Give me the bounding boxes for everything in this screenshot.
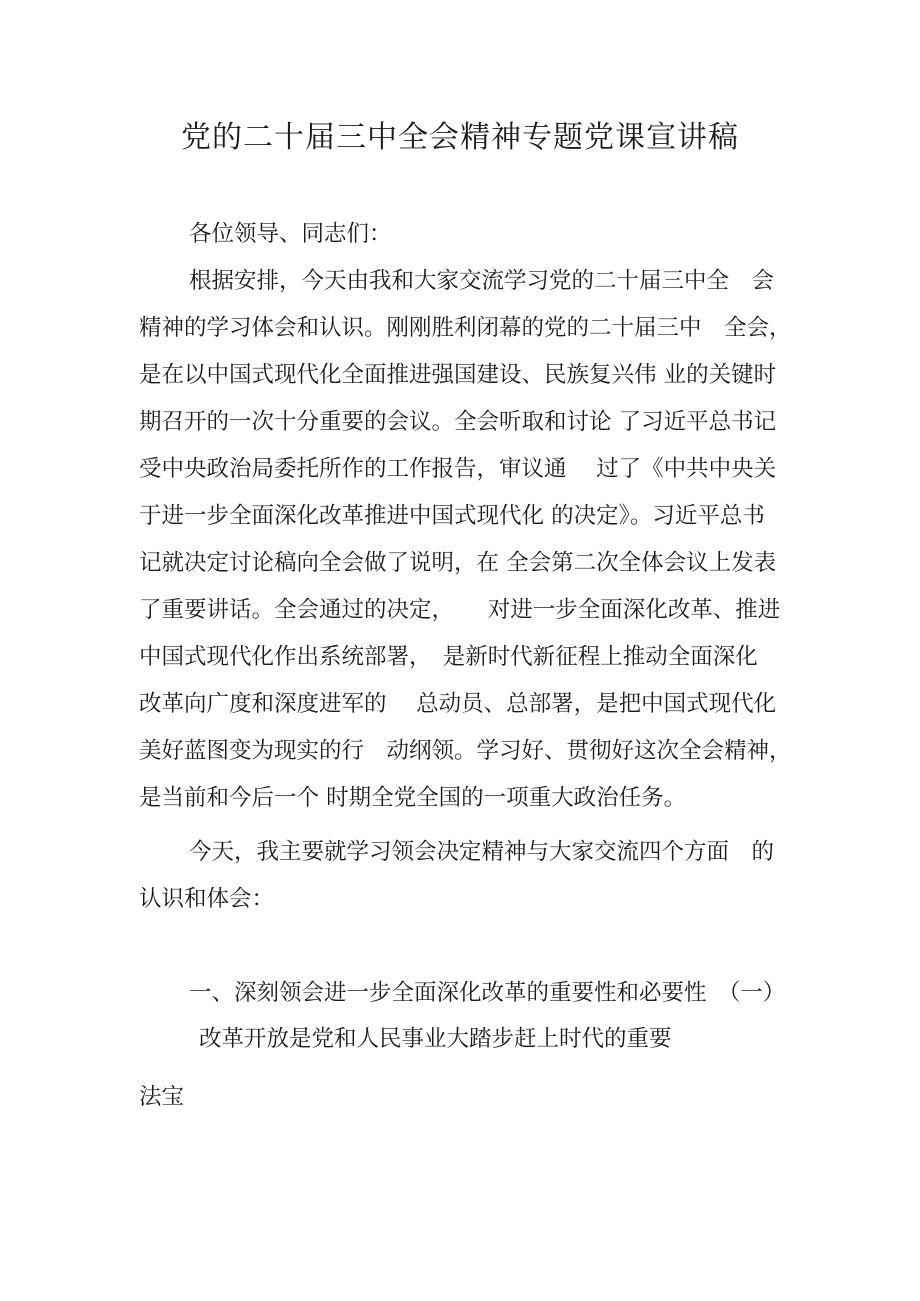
paragraph-line: 是当前和今后一个 时期全党全国的一项重大政治任务。 — [139, 785, 687, 811]
section-heading: 一、深刻领会进一步全面深化改革的重要性和必要性 （一） — [189, 980, 786, 1006]
paragraph-line: 受中央政治局委托所作的工作报告，审议通 过了《中共中央关 — [139, 456, 777, 482]
paragraph-line: 认识和体会： — [139, 886, 275, 912]
paragraph-line: 于进一步全面深化改革推进中国式现代化 的决定》。习近平总书 — [139, 503, 765, 529]
paragraph-line: 美好蓝图变为现实的行 动纲领。学习好、贯彻好这次全会精神， — [139, 738, 792, 764]
paragraph-line: 今天，我主要就学习领会决定精神与大家交流四个方面 的 — [189, 839, 775, 865]
document-title: 党的二十届三中全会精神专题党课宣讲稿 — [181, 120, 739, 155]
paragraph-line: 精神的学习体会和认识。刚刚胜利闭幕的党的二十届三中 全会， — [139, 315, 792, 341]
paragraph-line: 期召开的一次十分重要的会议。全会听取和讨论 了习近平总书记 — [139, 409, 777, 435]
paragraph-line: 中国式现代化作出系统部署， 是新时代新征程上推动全面深化 — [139, 644, 758, 670]
subsection-heading: 改革开放是党和人民事业大踏步赶上时代的重要 — [199, 1026, 672, 1052]
paragraph-line: 改革向广度和深度进军的 总动员、总部署，是把中国式现代化 — [139, 691, 777, 717]
paragraph-line: 了重要讲话。全会通过的决定， 对进一步全面深化改革、推进 — [139, 597, 781, 623]
paragraph-line: 是在以中国式现代化全面推进强国建设、民族复兴伟 业的关键时 — [139, 362, 777, 388]
paragraph-line: 记就决定讨论稿向全会做了说明，在 全会第二次全体会议上发表 — [139, 550, 777, 576]
subsection-heading-continued: 法宝 — [139, 1084, 185, 1110]
paragraph-line: 根据安排，今天由我和大家交流学习党的二十届三中全 会 — [189, 268, 775, 294]
greeting-line: 各位领导、同志们： — [189, 221, 392, 247]
